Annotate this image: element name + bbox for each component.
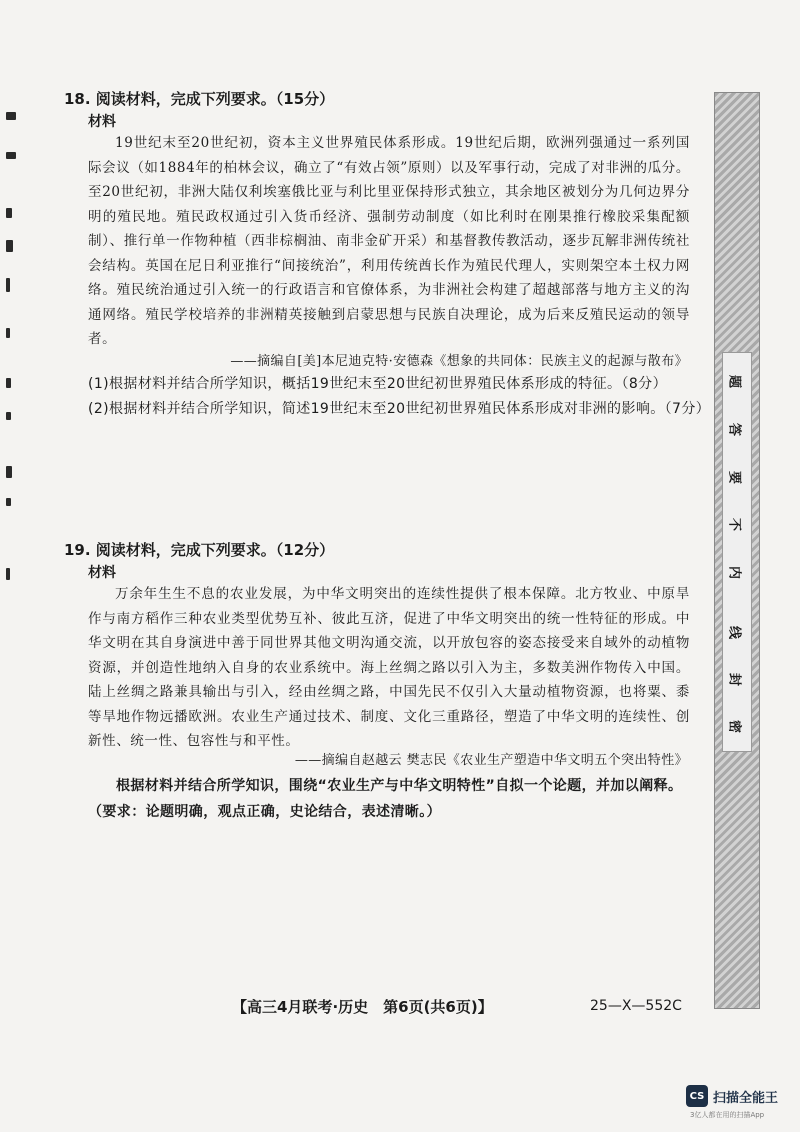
seal-char: 不: [726, 517, 742, 531]
seal-char: 密: [726, 719, 742, 733]
question-18-material-label: 材料: [88, 114, 116, 130]
camscanner-logo-icon: CS: [686, 1085, 708, 1107]
scanner-tagline: 3亿人都在用的扫描App: [690, 1111, 765, 1119]
question-19-header: 19. 阅读材料，完成下列要求。（12分）: [64, 541, 335, 559]
paper-code: 25—X—552C: [590, 998, 682, 1014]
binding-mark: [6, 412, 11, 420]
question-19-material-text: 万余年生生不息的农业发展，为中华文明突出的连续性提供了根本保障。北方牧业、中原旱作与南方稻作三种农业类型优势互补、彼此互济，促进了中华文明突出的统一性特征的形成。中华文明在其自身演进中善于同世界其他文明沟通交流，以开放包容的姿态接受来自域外的动植物资源，并创造性地纳入自身的农业系统中。海上丝绸之路以引入为主，多数美洲作物传入中国。陆上丝绸之路兼具输出与引入，经由丝绸之路，中国先民不仅引入大量动植物资源，也将粟、黍等旱地作物远播欧洲。农业生产通过技术、制度、文化三重路径，塑造了中华文明的连续性、创新性、统一性、包容性与和平性。: [88, 586, 690, 749]
seal-char: 要: [726, 470, 742, 484]
binding-mark: [6, 240, 13, 252]
page-footer-title: 【高三4月联考·历史 第6页(共6页)】: [232, 998, 493, 1016]
binding-mark: [6, 378, 11, 388]
seal-char: 内: [726, 565, 742, 579]
question-19-material-label: 材料: [88, 565, 116, 581]
question-18-material-text: 19世纪末至20世纪初，资本主义世界殖民体系形成。19世纪后期，欧洲列强通过一系列国际会议（如1884年的柏林会议，确立了“有效占领”原则）以及军事行动，完成了对非洲的瓜分。至20世纪初，非洲大陆仅利埃塞俄比亚与利比里亚保持形式独立，其余地区被划分为几何边界分明的殖民地。殖民政权通过引入货币经济、强制劳动制度（如比利时在刚果推行橡胶采集配额制）、推行单一作物种植（西非棕榈油、南非金矿开采）和基督教传教活动，逐步瓦解非洲传统社会结构。英国在尼日利亚推行“间接统治”，利用传统酋长作为殖民代理人，实则架空本土权力网络。殖民统治通过引入统一的行政语言和官僚体系，为非洲社会构建了超越部落与地方主义的沟通网络。殖民学校培养的非洲精英接触到启蒙思想与民族自决理论，成为后来反殖民运动的领导者。: [88, 135, 690, 347]
seal-label-box: [722, 352, 752, 752]
seal-char: 线: [726, 625, 742, 639]
binding-mark: [6, 498, 11, 506]
question-18-sub-2: (2)根据材料并结合所学知识，简述19世纪末至20世纪初世界殖民体系形成对非洲的影响。（7分）: [88, 401, 711, 417]
scanner-app-name: 扫描全能王: [713, 1090, 779, 1106]
question-19-source: ——摘编自赵越云 樊志民《农业生产塑造中华文明五个突出特性》: [294, 753, 688, 768]
binding-mark: [6, 112, 16, 120]
question-18-sub-1: (1)根据材料并结合所学知识，概括19世纪末至20世纪初世界殖民体系形成的特征。（8分）: [88, 376, 667, 392]
question-18-source: ——摘编自[美]本尼迪克特·安德森《想象的共同体：民族主义的起源与散布》: [230, 354, 688, 369]
scanner-badge: [686, 1085, 778, 1107]
seal-char: 答: [726, 422, 742, 436]
binding-mark: [6, 568, 10, 580]
seal-char: 题: [726, 374, 742, 388]
binding-mark: [6, 152, 16, 159]
seal-char: 封: [726, 672, 742, 686]
question-19-task: 根据材料并结合所学知识，围绕“农业生产与中华文明特性”自拟一个论题，并加以阐释。（要求：论题明确，观点正确，史论结合，表述清晰。）: [88, 778, 683, 820]
binding-mark: [6, 466, 12, 478]
binding-mark: [6, 278, 10, 292]
binding-mark: [6, 208, 12, 218]
question-18-header: 18. 阅读材料，完成下列要求。（15分）: [64, 90, 335, 108]
binding-mark: [6, 328, 10, 338]
